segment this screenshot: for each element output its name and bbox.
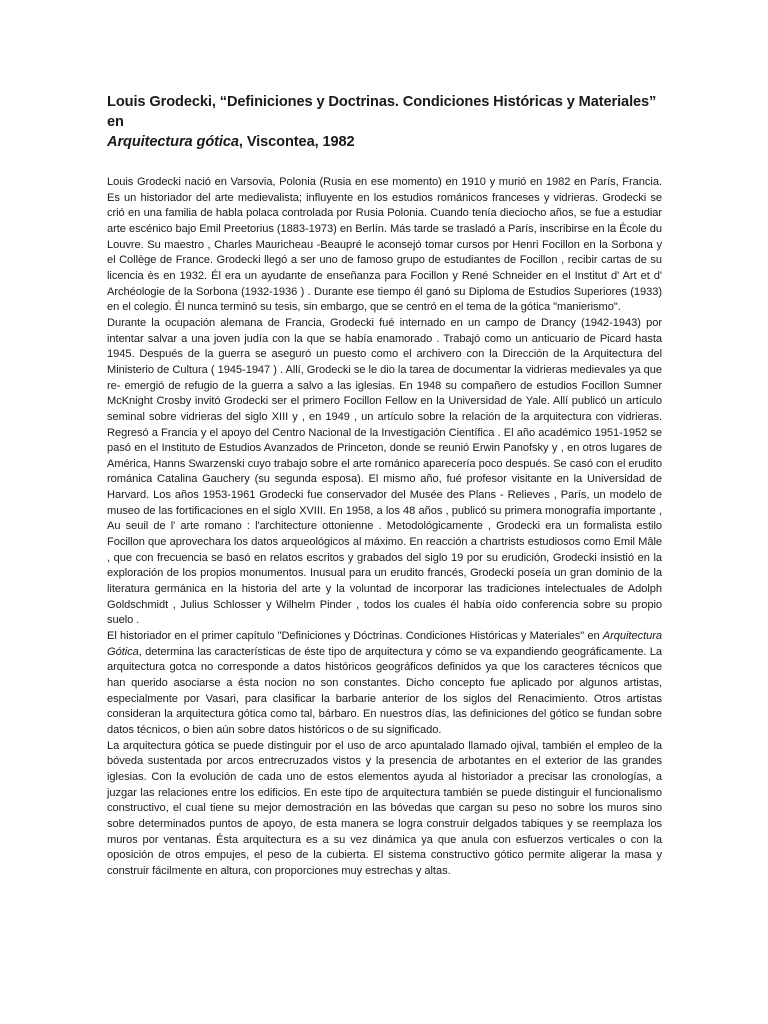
paragraph-biography-career: Durante la ocupación alemana de Francia, Grodecki fué internado en un campo de Drancy (1942-1943) por intentar salvar a una joven judía con la que se había enamorado . Trabajó como un anticuario de Picard hasta 1945. Después de la guerra se aseguró un puesto como el archivero con la Dirección de la Arquitectura del Ministerio de Cultura ( 1945-1947 ) . Allí, Grodecki se le dio la tarea de documentar la vidrieras medievales ya que re- emergió de refugio de la guerra a salvo a las iglesias. En 1948 su compañero de estudios Focillon Sumner McKnight Crosby invitó Grodecki ser el primero Focillon Fellow en la Universidad de Yale. Allí publicó un artículo seminal sobre vidrieras del siglo XIII y , en 1949 , un artículo sobre la relación de la arquitectura con vidrieras. Regresó a Francia y el apoyo del Centro Nacional de la Investigación Científica . El año académico 1951-1952 se pasó en el Instituto de Estudios Avanzados de Princeton, donde se reunió Erwin Panofsky y , en otros lugares de América, Hanns Swarzenski cuyo trabajo sobre el arte románico aparecería poco después. Se casó con el erudito románica Catalina Gauchery (su segunda esposa). El mismo año, fué profesor visitante en la Universidad de Harvard. Los años 1953-1961 Grodecki fue conservador del Musée des Plans - Relieves , París, un modelo de museo de las fortificaciones en el siglo XVIII. En 1958, a los 48 años , publicó su primera monografía importante , Au seuil de l' arte romano : l'architecture ottonienne . Metodológicamente , Grodecki era un formalista estilo Focillon que aprovechara los datos arqueológicos al máximo. En reacción a chartrists estudiosos como Emil Mâle , que con frecuencia se basó en relatos escritos y grabados del siglo 19 por su erudición, Grodecki insistió en la exploración de los propios monumentos. Inusual para un erudito francés, Grodecki poseía un gran dominio de la literatura germánica en la historia del arte y la voluntad de incorporar las tradiciones intelectuales de Adolph Goldschmidt , Julius Schlosser y Wilhelm Pinder , todos los cuales él había oído conferencia sobre su propio suelo . — [107, 316, 662, 627]
paragraph-chapter-summary-before: El historiador en el primer capítulo "Definiciones y Dóctrinas. Condiciones Históricas y Materiales" en — [107, 630, 603, 643]
heading-publisher-year: , Viscontea, 1982 — [238, 134, 355, 150]
paragraph-biography-intro: Louis Grodecki nació en Varsovia, Polonia (Rusia en ese momento) en 1910 y murió en 1982 en París, Francia. Es un historiador del arte medievalista; influyente en los estudios románicos franceses y vidrieras. Grodecki se crió en una familia de habla polaca controlada por Rusia Polonia. Cuando tenía dieciocho años, se fue a estudiar arte escénico bajo Emil Preetorius (1883-1973) en Berlín. Más tarde se trasladó a París, inscribirse en la École du Louvre. Su maestro , Charles Mauricheau -Beaupré le aconsejó tomar cursos por Henri Focillon en la Sorbona y el Collège de France. Grodecki llegó a ser uno de famoso grupo de estudiantes de Focillon , recibir cartas de su licencia ès en 1932. Él era un ayudante de enseñanza para Focillon y René Schneider en el Institut d' Art et d' Archéologie de la Sorbona (1932-1936 ) . Durante ese tiempo él ganó su Diploma de Estudios Superiores (1933) en el colegio. Él nunca terminó su tesis, sin embargo, que se centró en el tema de la gótica "manierismo". — [107, 176, 662, 314]
heading-citation: Louis Grodecki, “Definiciones y Doctrinas. Condiciones Históricas y Materiales” en — [107, 94, 657, 130]
paragraph-gothic-characteristics: La arquitectura gótica se puede distinguir por el uso de arco apuntalado llamado ojival, también el empleo de la bóveda sustentada por arcos entrecruzados vistos y la presencia de arbotantes en el exterior de las grandes iglesias. Con la evolución de cada uno de estos elementos ayuda al historiador a precisar las cronologías, a juzgar las relaciones entre los edificios. En este tipo de arquitectura también se puede distinguir el funcionalismo constructivo, el cual tiene su mejor demostración en las bóvedas que cargan su peso no sobre los muros sino sobre determinados puntos de apoyo, de esta manera se logra construir delgados tabiques y se reemplaza los muros por ventanas. Ésta arquitectura es a su vez dinámica ya que anula con esfuerzos verticales o con la oposición de otros empujes, el peso de la cubierta. El sistema constructivo gótico permite aligerar la masa y construir fácilmente en altura, con proporciones muy estrechas y altas. — [107, 739, 662, 877]
document-heading — [107, 92, 662, 152]
heading-book-title: Arquitectura gótica — [107, 134, 239, 150]
paragraph-chapter-summary — [107, 629, 662, 739]
paragraph-chapter-summary-after: , determina las características de éste tipo de arquitectura y cómo se va expandiendo geográficamente. La arquitectura gotca no corresponde a datos históricos geográficos definidos ya que los caracteres técnicos que han querido asociarse a ésta nocion no son constantes. Dicho concepto fue aplicado por algunos artistas, especialmente por Vasari, para clasificar la barbarie anterior de los siglos del Renacimiento. Otros artistas consideran la arquitectura gótica como tal, bárbaro. En nuestros días, las definiciones del gótico se fundan sobre datos técnicos, o bien aún sobre datos históricos o de su significado. — [107, 645, 662, 736]
document-page — [107, 92, 662, 880]
paragraph-chapter-summary-book-title: Arquitectura Gótica — [107, 630, 662, 658]
